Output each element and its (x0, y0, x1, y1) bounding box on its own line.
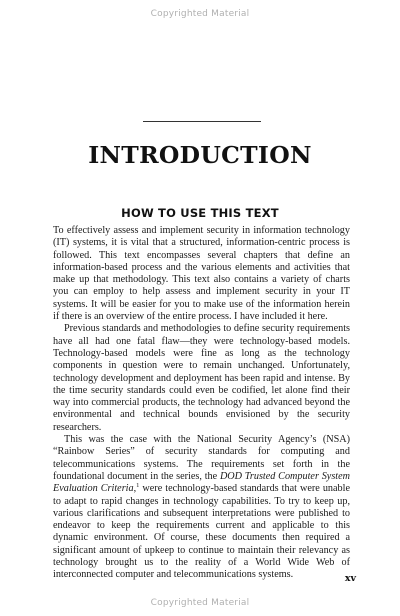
section-heading: HOW TO USE THIS TEXT (121, 206, 279, 220)
copyright-watermark-bottom: Copyrighted Material (150, 598, 250, 608)
chapter-title: INTRODUCTION (88, 141, 312, 169)
paragraph-3-end: were technology-based standards that were unable to adapt to rapid changes in technology capabilities. To try to keep up, various clarifications and subsequent interpretations were published to endeavor to keep the requirements current and applicable to this dynamic environment. Of course, these documents then required a significant amount of upkeep to continue to maintain their relevancy as technology brought us to the reality of a World Wide Web of interconnected computer and telecommunications systems. (53, 483, 350, 581)
document-title-italic: DOD Trusted Computer System Evaluation Criteria (53, 470, 350, 495)
paragraph-3-comma: , (133, 483, 137, 495)
paragraph-2: Previous standards and methodologies to define security requirements have all had one fatal flaw—they were technology-based models. Technology-based models were fine as long as the technology components in question were to remain unchanged. Unfortunately, technology development and deployment has been rapid and intense. By the time security standards could even be codified, let alone find their way into commercial products, the technology had advanced beyond the environmental and technical bounds envisioned by the security researchers. (53, 323, 350, 433)
body-text (53, 225, 350, 582)
footnote-marker: 1 (136, 482, 140, 490)
chapter-rule (143, 121, 261, 122)
paragraph-1: To effectively assess and implement security in information technology (IT) systems, it is vital that a structured, information-centric process is followed. This text encompasses several chapters that define an information-based process and the various elements and activities that make up that methodology. This text also contains a variety of charts you can employ to help assess and implement security in your IT systems. It will be easier for you to make use of the information herein if there is an overview of the entire process. I have included it here. (53, 225, 350, 323)
copyright-watermark-top: Copyrighted Material (150, 9, 250, 19)
paragraph-3 (53, 434, 350, 582)
paragraph-3-start: This was the case with the National Security Agency’s (NSA) “Rainbow Series” of security standards for computing and telecommunications systems. The requirements set forth in the foundational document in the series, the (53, 434, 350, 482)
page-number: xv (344, 573, 356, 584)
